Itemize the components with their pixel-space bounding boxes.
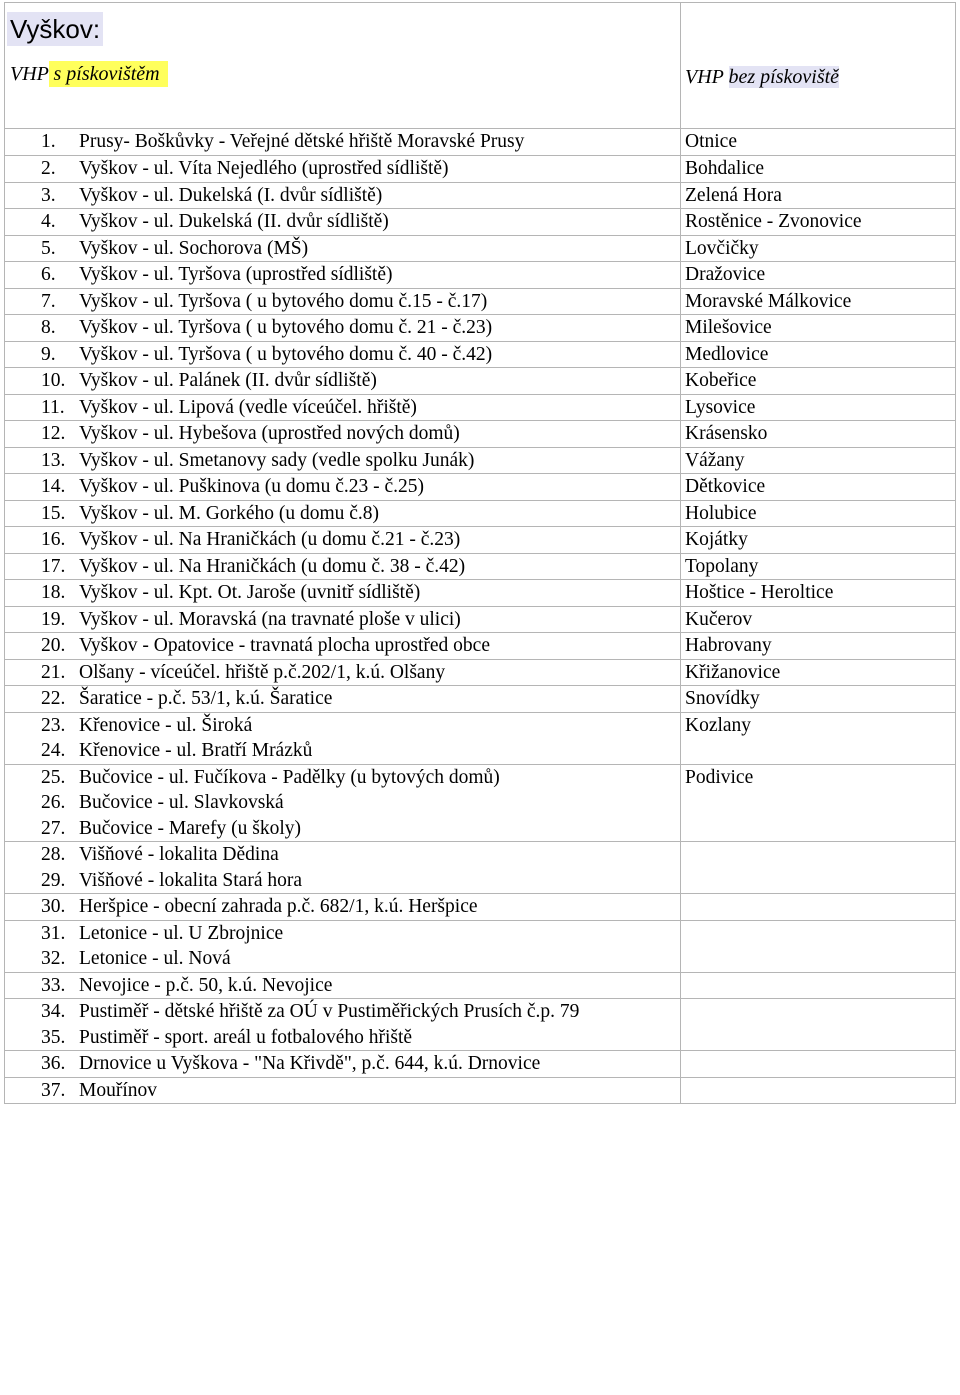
table-row xyxy=(5,686,956,713)
town-title: Vyškov: xyxy=(7,12,103,46)
list-item xyxy=(41,1025,680,1051)
list-item xyxy=(41,209,680,235)
without-sandpit-label: bez pískoviště xyxy=(728,66,840,88)
item-location: Vyškov - ul. Sochorova (MŠ) xyxy=(79,237,309,259)
item-location: Vyškov - ul. Tyršova ( u bytového domu č. 40 - č.42) xyxy=(79,343,493,365)
table-row xyxy=(5,920,956,972)
list-item xyxy=(41,1051,680,1077)
sandpit-playground-cell xyxy=(5,1077,681,1104)
table-row xyxy=(5,394,956,421)
table-row xyxy=(5,1077,956,1104)
sandpit-playground-cell xyxy=(5,999,681,1051)
item-number: 6. xyxy=(41,264,56,285)
sandpit-playground-cell xyxy=(5,394,681,421)
table-row xyxy=(5,1051,956,1078)
list-item xyxy=(41,129,680,155)
sandpit-playground-cell xyxy=(5,235,681,262)
header-right-cell xyxy=(681,3,956,129)
table-row xyxy=(5,129,956,156)
table-row xyxy=(5,972,956,999)
item-number: 21. xyxy=(41,661,66,683)
table-row xyxy=(5,447,956,474)
item-location: Vyškov - ul. Palánek (II. dvůr sídliště) xyxy=(79,370,377,391)
no-sandpit-village-cell: Holubice xyxy=(681,500,956,527)
item-location: Šaratice - p.č. 53/1, k.ú. Šaratice xyxy=(79,688,333,709)
item-number: 24. xyxy=(41,740,66,761)
item-location: Bučovice - ul. Fučíkova - Padělky (u bytových domů) xyxy=(79,766,500,788)
item-number: 18. xyxy=(41,582,66,603)
list-item xyxy=(41,842,680,868)
sandpit-playground-cell xyxy=(5,686,681,713)
no-sandpit-village-cell: Kučerov xyxy=(681,606,956,633)
no-sandpit-village-cell: Kojátky xyxy=(681,527,956,554)
sandpit-playground-cell xyxy=(5,606,681,633)
item-number: 33. xyxy=(41,974,66,996)
item-location: Vyškov - ul. Dukelská (II. dvůr sídliště) xyxy=(79,211,389,232)
item-location: Višňové - lokalita Stará hora xyxy=(79,869,303,891)
table-row xyxy=(5,156,956,183)
item-number: 35. xyxy=(41,1026,66,1048)
no-sandpit-village-cell: Vážany xyxy=(681,447,956,474)
table-row xyxy=(5,315,956,342)
sandpit-playground-cell xyxy=(5,764,681,842)
item-location: Vyškov - ul. Dukelská (I. dvůr sídliště) xyxy=(79,184,383,206)
item-location: Vyškov - ul. M. Gorkého (u domu č.8) xyxy=(79,502,380,524)
item-location: Vyškov - ul. Hybešova (uprostřed nových domů) xyxy=(79,423,460,444)
header-left-cell xyxy=(5,3,681,129)
item-number: 7. xyxy=(41,290,56,312)
item-number: 30. xyxy=(41,896,66,917)
item-number: 17. xyxy=(41,555,66,577)
no-sandpit-village-cell: Podivice xyxy=(681,764,956,842)
sandpit-playground-cell xyxy=(5,341,681,368)
list-item xyxy=(41,973,680,999)
list-item xyxy=(41,790,680,816)
sandpit-playground-cell xyxy=(5,182,681,209)
no-sandpit-village-cell: Rostěnice - Zvonovice xyxy=(681,209,956,236)
list-item xyxy=(41,289,680,315)
list-item xyxy=(41,607,680,633)
item-number: 15. xyxy=(41,502,66,524)
item-location: Vyškov - ul. Moravská (na travnaté ploše v ulici) xyxy=(79,608,461,630)
list-item xyxy=(41,580,680,606)
list-item xyxy=(41,738,680,764)
list-item xyxy=(41,554,680,580)
sandpit-playground-cell xyxy=(5,421,681,448)
item-number: 19. xyxy=(41,608,66,630)
item-location: Vyškov - ul. Na Hraničkách (u domu č. 38 - č.42) xyxy=(79,555,466,577)
no-sandpit-village-cell xyxy=(681,972,956,999)
no-sandpit-village-cell: Lovčičky xyxy=(681,235,956,262)
no-sandpit-village-cell xyxy=(681,894,956,921)
item-location: Vyškov - Opatovice - travnatá plocha uprostřed obce xyxy=(79,635,490,656)
item-number: 10. xyxy=(41,370,66,391)
list-item xyxy=(41,946,680,972)
item-location: Vyškov - ul. Na Hraničkách (u domu č.21 - č.23) xyxy=(79,529,461,550)
list-item xyxy=(41,660,680,686)
list-item xyxy=(41,765,680,791)
item-location: Vyškov - ul. Tyršova ( u bytového domu č. 21 - č.23) xyxy=(79,317,493,338)
table-row xyxy=(5,500,956,527)
sandpit-playground-cell xyxy=(5,633,681,660)
item-number: 36. xyxy=(41,1053,66,1074)
table-row xyxy=(5,421,956,448)
list-item xyxy=(41,315,680,341)
sandpit-playground-cell xyxy=(5,156,681,183)
sandpit-playground-cell xyxy=(5,527,681,554)
item-number: 22. xyxy=(41,688,66,709)
no-sandpit-village-cell: Hoštice - Heroltice xyxy=(681,580,956,607)
sandpit-playground-cell xyxy=(5,659,681,686)
no-sandpit-village-cell: Snovídky xyxy=(681,686,956,713)
item-location: Bučovice - Marefy (u školy) xyxy=(79,817,302,839)
with-sandpit-prefix: VHP xyxy=(10,63,49,85)
without-sandpit-heading xyxy=(685,63,955,91)
list-item xyxy=(41,156,680,182)
table-row xyxy=(5,842,956,894)
list-item xyxy=(41,633,680,659)
no-sandpit-village-cell: Zelená Hora xyxy=(681,182,956,209)
item-number: 27. xyxy=(41,817,66,839)
no-sandpit-village-cell xyxy=(681,1077,956,1104)
item-location: Prusy- Boškůvky - Veřejné dětské hřiště Moravské Prusy xyxy=(79,131,525,152)
no-sandpit-village-cell: Kobeřice xyxy=(681,368,956,395)
sandpit-playground-cell xyxy=(5,288,681,315)
table-row xyxy=(5,659,956,686)
item-location: Vyškov - ul. Tyršova (uprostřed sídliště) xyxy=(79,264,393,285)
sandpit-playground-cell xyxy=(5,262,681,289)
list-item xyxy=(41,999,680,1025)
sandpit-playground-cell xyxy=(5,920,681,972)
item-location: Vyškov - ul. Smetanovy sady (vedle spolku Junák) xyxy=(79,449,475,471)
item-number: 4. xyxy=(41,211,56,232)
sandpit-playground-cell xyxy=(5,368,681,395)
table-row xyxy=(5,712,956,764)
list-item xyxy=(41,527,680,553)
sandpit-playground-cell xyxy=(5,842,681,894)
list-item xyxy=(41,421,680,447)
no-sandpit-village-cell xyxy=(681,920,956,972)
item-number: 29. xyxy=(41,869,66,891)
item-number: 5. xyxy=(41,237,56,259)
item-location: Letonice - ul. Nová xyxy=(79,948,231,969)
sandpit-playground-cell xyxy=(5,129,681,156)
item-location: Drnovice u Vyškova - "Na Křivdě", p.č. 644, k.ú. Drnovice xyxy=(79,1053,541,1074)
sandpit-playground-cell xyxy=(5,894,681,921)
table-row xyxy=(5,999,956,1051)
with-sandpit-heading xyxy=(10,60,680,88)
item-number: 2. xyxy=(41,158,56,179)
sandpit-playground-cell xyxy=(5,447,681,474)
item-location: Pustiměř - dětské hřiště za OÚ v Pustiměřických Prusích č.p. 79 xyxy=(79,1001,580,1022)
without-sandpit-prefix: VHP xyxy=(685,66,724,88)
table-row xyxy=(5,764,956,842)
item-number: 3. xyxy=(41,184,56,206)
item-location: Křenovice - ul. Bratří Mrázků xyxy=(79,740,313,761)
list-item xyxy=(41,921,680,947)
item-number: 1. xyxy=(41,131,56,152)
no-sandpit-village-cell: Bohdalice xyxy=(681,156,956,183)
list-item xyxy=(41,342,680,368)
item-location: Vyškov - ul. Lipová (vedle víceúčel. hřiště) xyxy=(79,396,417,418)
table-row xyxy=(5,527,956,554)
item-location: Nevojice - p.č. 50, k.ú. Nevojice xyxy=(79,974,333,996)
sandpit-playground-cell xyxy=(5,580,681,607)
table-row xyxy=(5,474,956,501)
item-location: Křenovice - ul. Široká xyxy=(79,714,253,736)
item-location: Pustiměř - sport. areál u fotbalového hřiště xyxy=(79,1026,413,1048)
item-number: 11. xyxy=(41,396,65,418)
item-location: Mouřínov xyxy=(79,1079,157,1101)
sandpit-playground-cell xyxy=(5,1051,681,1078)
item-number: 28. xyxy=(41,844,66,865)
list-item xyxy=(41,262,680,288)
table-row xyxy=(5,262,956,289)
item-location: Olšany - víceúčel. hřiště p.č.202/1, k.ú. Olšany xyxy=(79,661,446,683)
list-item xyxy=(41,395,680,421)
list-item xyxy=(41,713,680,739)
sandpit-playground-cell xyxy=(5,315,681,342)
no-sandpit-village-cell xyxy=(681,1051,956,1078)
list-item xyxy=(41,368,680,394)
table-row xyxy=(5,235,956,262)
no-sandpit-village-cell: Lysovice xyxy=(681,394,956,421)
item-location: Letonice - ul. U Zbrojnice xyxy=(79,922,284,944)
no-sandpit-village-cell xyxy=(681,842,956,894)
table-row xyxy=(5,341,956,368)
sandpit-playground-cell xyxy=(5,209,681,236)
list-item xyxy=(41,448,680,474)
item-number: 31. xyxy=(41,922,66,944)
sandpit-playground-cell xyxy=(5,712,681,764)
table-row xyxy=(5,368,956,395)
table-row xyxy=(5,580,956,607)
item-location: Vyškov - ul. Puškinova (u domu č.23 - č.25) xyxy=(79,476,425,497)
item-number: 13. xyxy=(41,449,66,471)
sandpit-playground-cell xyxy=(5,972,681,999)
no-sandpit-village-cell: Krásensko xyxy=(681,421,956,448)
table-row xyxy=(5,209,956,236)
sandpit-playground-cell xyxy=(5,500,681,527)
no-sandpit-village-cell: Topolany xyxy=(681,553,956,580)
table-row xyxy=(5,633,956,660)
item-number: 16. xyxy=(41,529,66,550)
item-number: 25. xyxy=(41,766,66,788)
table-row xyxy=(5,182,956,209)
item-location: Vyškov - ul. Kpt. Ot. Jaroše (uvnitř sídliště) xyxy=(79,582,421,603)
list-item xyxy=(41,183,680,209)
item-number: 34. xyxy=(41,1001,66,1022)
item-number: 37. xyxy=(41,1079,66,1101)
no-sandpit-village-cell xyxy=(681,999,956,1051)
item-location: Vyškov - ul. Tyršova ( u bytového domu č.15 - č.17) xyxy=(79,290,488,312)
no-sandpit-village-cell: Otnice xyxy=(681,129,956,156)
item-number: 23. xyxy=(41,714,66,736)
no-sandpit-village-cell: Medlovice xyxy=(681,341,956,368)
no-sandpit-village-cell: Křižanovice xyxy=(681,659,956,686)
item-location: Bučovice - ul. Slavkovská xyxy=(79,792,284,813)
item-number: 26. xyxy=(41,792,66,813)
item-location: Višňové - lokalita Dědina xyxy=(79,844,279,865)
table-row xyxy=(5,606,956,633)
item-number: 20. xyxy=(41,635,66,656)
table-row xyxy=(5,553,956,580)
no-sandpit-village-cell: Dražovice xyxy=(681,262,956,289)
list-item xyxy=(41,894,680,920)
list-item xyxy=(41,474,680,500)
sandpit-playground-cell xyxy=(5,553,681,580)
no-sandpit-village-cell: Moravské Málkovice xyxy=(681,288,956,315)
table-row xyxy=(5,894,956,921)
no-sandpit-village-cell: Kozlany xyxy=(681,712,956,764)
playground-table xyxy=(4,2,956,1104)
no-sandpit-village-cell: Milešovice xyxy=(681,315,956,342)
item-location: Vyškov - ul. Víta Nejedlého (uprostřed sídliště) xyxy=(79,158,449,179)
no-sandpit-village-cell: Dětkovice xyxy=(681,474,956,501)
no-sandpit-village-cell: Habrovany xyxy=(681,633,956,660)
with-sandpit-label: s pískovištěm xyxy=(49,61,168,87)
list-item xyxy=(41,501,680,527)
item-number: 12. xyxy=(41,423,66,444)
list-item xyxy=(41,868,680,894)
item-number: 8. xyxy=(41,317,56,338)
list-item xyxy=(41,236,680,262)
list-item xyxy=(41,1078,680,1104)
item-number: 14. xyxy=(41,476,66,497)
list-item xyxy=(41,686,680,712)
item-number: 9. xyxy=(41,343,56,365)
header-row xyxy=(5,3,956,129)
sandpit-playground-cell xyxy=(5,474,681,501)
item-location: Heršpice - obecní zahrada p.č. 682/1, k.ú. Heršpice xyxy=(79,896,478,917)
item-number: 32. xyxy=(41,948,66,969)
table-row xyxy=(5,288,956,315)
list-item xyxy=(41,816,680,842)
